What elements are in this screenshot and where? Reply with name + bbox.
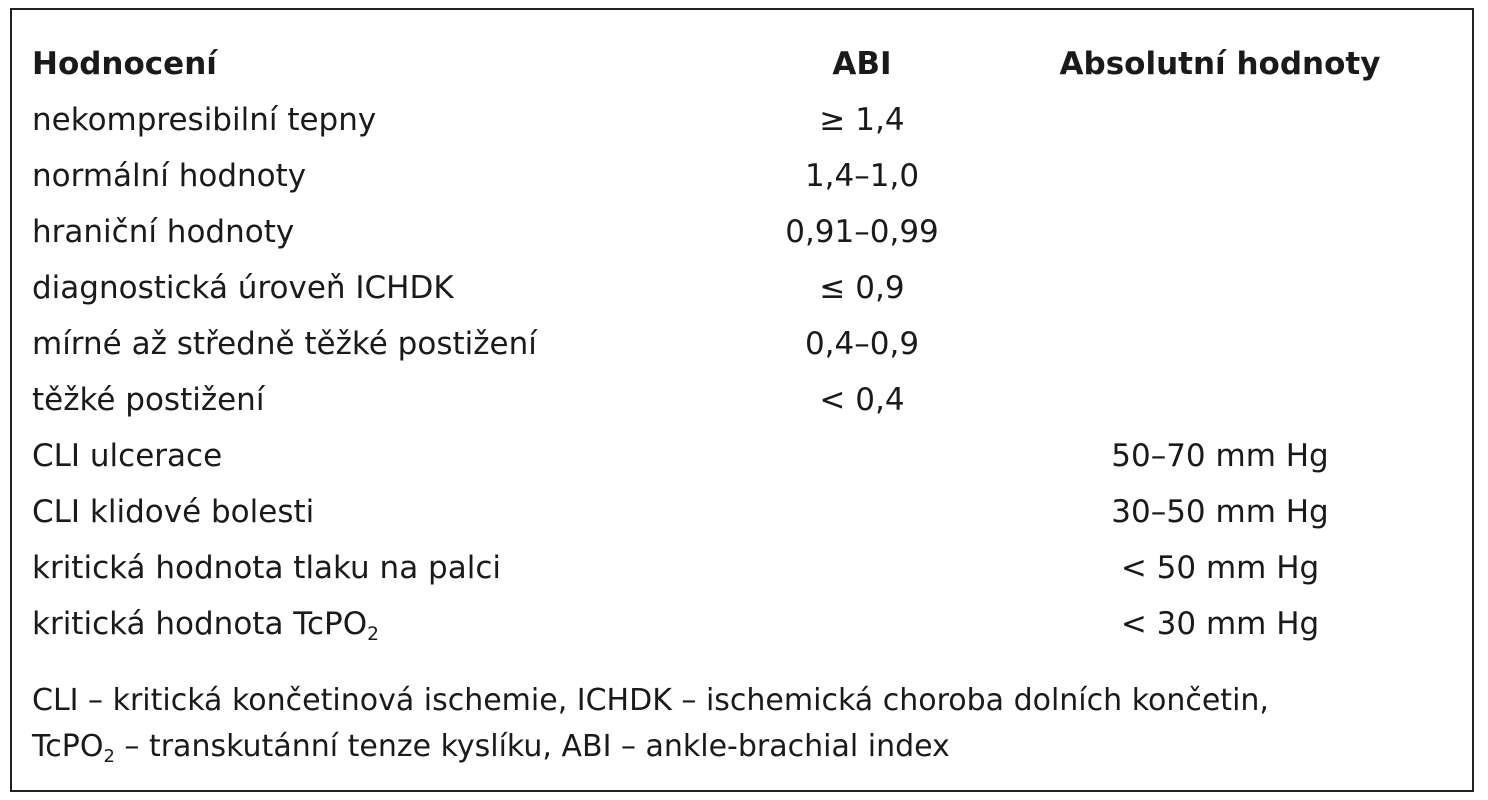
footnote-tcpo-text: TcPO xyxy=(32,729,104,764)
row-absolute: 30–50 mm Hg xyxy=(1111,494,1329,530)
row-absolute: 50–70 mm Hg xyxy=(1111,438,1329,474)
row-label: těžké postižení xyxy=(32,382,265,418)
table-row xyxy=(12,92,1472,148)
row-abi: 1,4–1,0 xyxy=(804,158,920,194)
row-abi: ≤ 0,9 xyxy=(819,270,905,306)
row-abi: ≥ 1,4 xyxy=(819,102,905,138)
footnote-tcpo-subscript: 2 xyxy=(103,746,115,767)
row-label: kritická hodnota tlaku na palci xyxy=(32,550,501,586)
footnote-line-2 xyxy=(32,724,1462,770)
row-label: CLI klidové bolesti xyxy=(32,494,315,530)
row-absolute: < 30 mm Hg xyxy=(1120,606,1320,642)
row-label: CLI ulcerace xyxy=(32,438,223,474)
row-label-text: kritická hodnota TcPO xyxy=(32,606,368,642)
footnote-line-2-rest: – transkutánní tenze kyslíku, ABI – ankle-brachial index xyxy=(114,729,950,764)
header-abi: ABI xyxy=(832,46,892,82)
row-label: nekompresibilní tepny xyxy=(32,102,377,138)
row-absolute: < 50 mm Hg xyxy=(1120,550,1320,586)
footnote-line-1: CLI – kritická končetinová ischemie, ICHDK – ischemická choroba dolních končetin, xyxy=(32,683,1269,718)
table-row xyxy=(12,260,1472,316)
row-abi: 0,91–0,99 xyxy=(785,214,939,250)
table-row xyxy=(12,204,1472,260)
row-label: hraniční hodnoty xyxy=(32,214,295,250)
row-label: normální hodnoty xyxy=(32,158,307,194)
row-label xyxy=(32,596,379,652)
table-footnote xyxy=(32,678,1462,770)
table-row xyxy=(12,316,1472,372)
table-row xyxy=(12,596,1472,652)
table-row xyxy=(12,428,1472,484)
table-header-row xyxy=(12,36,1472,92)
row-abi: 0,4–0,9 xyxy=(804,326,920,362)
table-row xyxy=(12,372,1472,428)
row-label-subscript: 2 xyxy=(367,624,379,645)
table-row xyxy=(12,484,1472,540)
row-abi: < 0,4 xyxy=(819,382,905,418)
row-label: diagnostická úroveň ICHDK xyxy=(32,270,454,306)
table-row xyxy=(12,540,1472,596)
table-row xyxy=(12,148,1472,204)
header-absolutni-hodnoty: Absolutní hodnoty xyxy=(1059,46,1381,82)
row-label: mírné až středně těžké postižení xyxy=(32,326,537,362)
header-hodnoceni: Hodnocení xyxy=(32,46,217,82)
table-frame xyxy=(10,8,1474,792)
